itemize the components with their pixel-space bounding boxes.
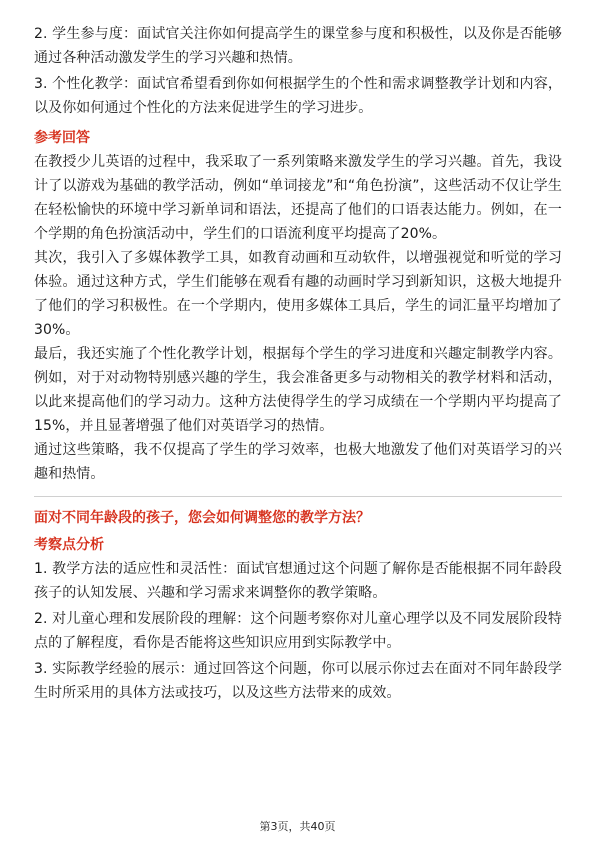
question-heading: 面对不同年龄段的孩子，您会如何调整您的教学方法？	[34, 510, 370, 526]
reference-answer-heading: 参考回答	[34, 130, 90, 146]
intro-point-participation: 2. 学生参与度：面试官关注你如何提高学生的课堂参与度和积极性，以及你是否能够通过各种活动激发学生的学习兴趣和热情。	[34, 26, 562, 66]
intro-point-personalized: 3. 个性化教学：面试官希望看到你如何根据学生的个性和需求调整教学计划和内容，以及你如何通过个性化的方法来促进学生的学习进步。	[34, 76, 562, 116]
analysis-item-experience: 3. 实际教学经验的展示：通过回答这个问题，你可以展示你过去在面对不同年龄段学生时所采用的具体方法或技巧，以及这些方法带来的成效。	[34, 661, 562, 701]
page-number-footer: 第3页，共40页	[259, 820, 336, 833]
answer-paragraph-conclusion: 通过这些策略，我不仅提高了学生的学习效率，也极大地激发了他们对英语学习的兴趣和热情。	[34, 442, 562, 482]
answer-paragraph-multimedia: 其次，我引入了多媒体教学工具，如教育动画和互动软件，以增强视觉和听觉的学习体验。通过这种方式，学生们能够在观看有趣的动画时学习到新知识，这极大地提升了他们的学习积极性。在一个学期内，使用多媒体工具后，学生的词汇量平均增加了30%。	[34, 250, 562, 338]
answer-paragraph-personalized: 最后，我还实施了个性化教学计划，根据每个学生的学习进度和兴趣定制教学内容。例如，对于对动物特别感兴趣的学生，我会准备更多与动物相关的教学材料和活动，以此来提高他们的学习动力。这种方法使得学生的学习成绩在一个学期内平均提高了15%，并且显著增强了他们对英语学习的热情。	[34, 346, 562, 434]
section-divider	[34, 496, 562, 497]
analysis-heading: 考察点分析	[34, 537, 104, 553]
document-page	[34, 22, 562, 707]
answer-paragraph-games: 在教授少儿英语的过程中，我采取了一系列策略来激发学生的学习兴趣。首先，我设计了以游戏为基础的教学活动，例如“单词接龙”和“角色扮演”，这些活动不仅让学生在轻松愉快的环境中学习新单词和语法，还提高了他们的口语表达能力。例如，在一个学期的角色扮演活动中，学生们的口语流利度平均提高了20%。	[34, 154, 562, 242]
analysis-item-child-psychology: 2. 对儿童心理和发展阶段的理解：这个问题考察你对儿童心理学以及不同发展阶段特点的了解程度，看你是否能将这些知识应用到实际教学中。	[34, 611, 562, 651]
analysis-item-adaptability: 1. 教学方法的适应性和灵活性：面试官想通过这个问题了解你是否能根据不同年龄段孩子的认知发展、兴趣和学习需求来调整你的教学策略。	[34, 561, 562, 601]
